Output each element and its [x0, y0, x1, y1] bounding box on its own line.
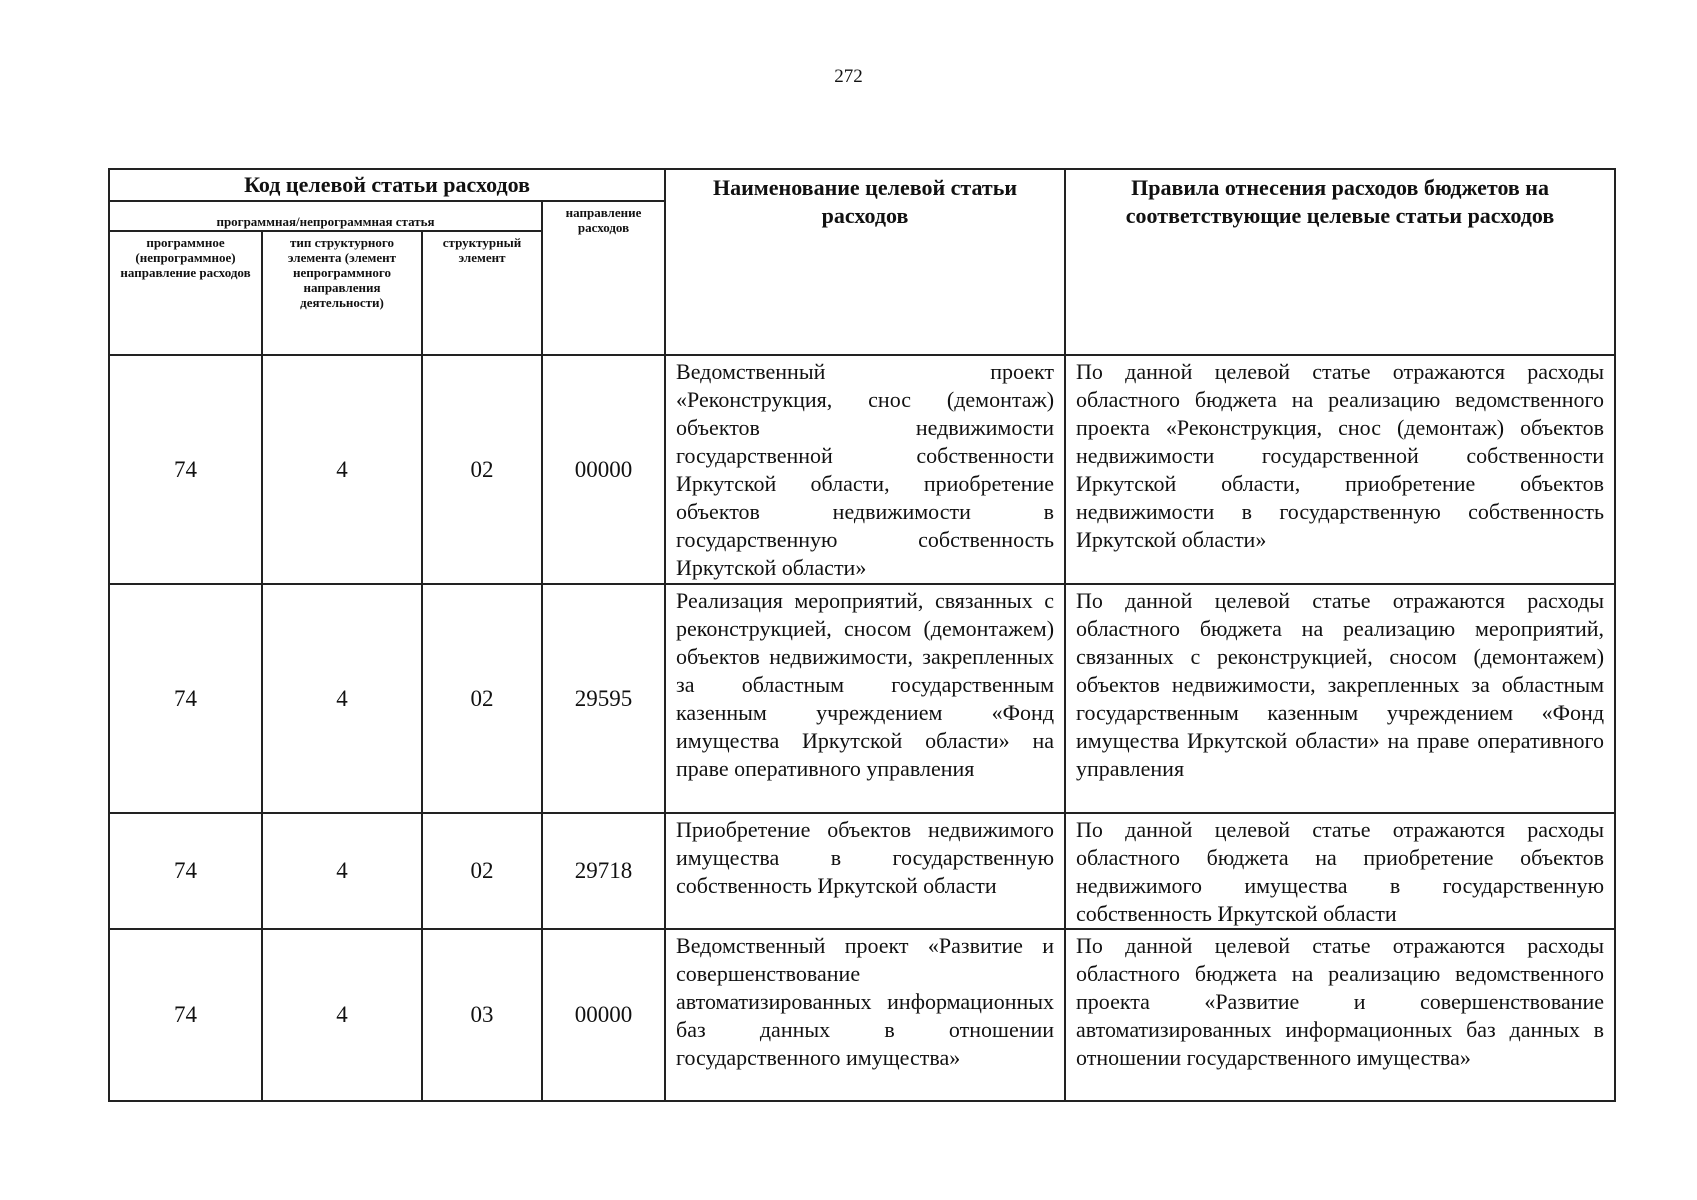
cell-rules: По данной целевой статье отражаются расходы областного бюджета на реализацию ведомственного проекта «Реконструкция, снос (демонтаж) объектов недвижимости государственной собственности Иркутской области, приобретение объектов недвижимости в государственную собственность Иркутской области»: [1065, 355, 1615, 584]
cell-name: Ведомственный проект «Реконструкция, снос (демонтаж) объектов недвижимости государственной собственности Иркутской области, приобретение объектов недвижимости в государственную собственность Иркутской области»: [665, 355, 1065, 584]
header-rules: Правила отнесения расходов бюджетов на соответствующие целевые статьи расходов: [1065, 169, 1615, 355]
header-program-group: программная/непрограммная статья: [109, 201, 542, 231]
header-type: тип структурного элемента (элемент непрограммного направления деятельности): [262, 231, 422, 355]
table-row: [109, 813, 1615, 929]
budget-classification-table: [108, 168, 1616, 1102]
cell-rules: По данной целевой статье отражаются расходы областного бюджета на приобретение объектов недвижимого имущества в государственную собственность Иркутской области: [1065, 813, 1615, 929]
cell-program: 74: [109, 813, 262, 929]
cell-type: 4: [262, 813, 422, 929]
cell-struct: 03: [422, 929, 542, 1101]
cell-direction: 29718: [542, 813, 665, 929]
cell-direction: 29595: [542, 584, 665, 813]
table-row: [109, 584, 1615, 813]
cell-direction: 00000: [542, 929, 665, 1101]
page-number: 272: [834, 66, 863, 87]
table-row: [109, 355, 1615, 584]
header-direction: направление расходов: [542, 201, 665, 355]
cell-type: 4: [262, 584, 422, 813]
cell-name: Приобретение объектов недвижимого имущества в государственную собственность Иркутской области: [665, 813, 1065, 929]
cell-rules: По данной целевой статье отражаются расходы областного бюджета на реализацию ведомственного проекта «Развитие и совершенствование автоматизированных информационных баз данных в отношении государственного имущества»: [1065, 929, 1615, 1101]
cell-struct: 02: [422, 813, 542, 929]
cell-struct: 02: [422, 584, 542, 813]
cell-program: 74: [109, 584, 262, 813]
header-name: Наименование целевой статьи расходов: [665, 169, 1065, 355]
cell-type: 4: [262, 355, 422, 584]
cell-name: Ведомственный проект «Развитие и совершенствование автоматизированных информационных баз данных в отношении государственного имущества»: [665, 929, 1065, 1101]
table-row: [109, 929, 1615, 1101]
cell-direction: 00000: [542, 355, 665, 584]
header-code-group: Код целевой статьи расходов: [109, 169, 665, 201]
cell-name: Реализация мероприятий, связанных с реконструкцией, сносом (демонтажем) объектов недвижимости, закрепленных за областным государственным казенным учреждением «Фонд имущества Иркутской области» на праве оперативного управления: [665, 584, 1065, 813]
header-program: программное (непрограммное) направление расходов: [109, 231, 262, 355]
cell-rules: По данной целевой статье отражаются расходы областного бюджета на реализацию мероприятий, связанных с реконструкцией, сносом (демонтажем) объектов недвижимости, закрепленных за областным государственным казенным учреждением «Фонд имущества Иркутской области» на праве оперативного управления: [1065, 584, 1615, 813]
header-row-1: [109, 169, 1615, 201]
header-struct: структурный элемент: [422, 231, 542, 355]
cell-program: 74: [109, 929, 262, 1101]
cell-struct: 02: [422, 355, 542, 584]
cell-program: 74: [109, 355, 262, 584]
cell-type: 4: [262, 929, 422, 1101]
